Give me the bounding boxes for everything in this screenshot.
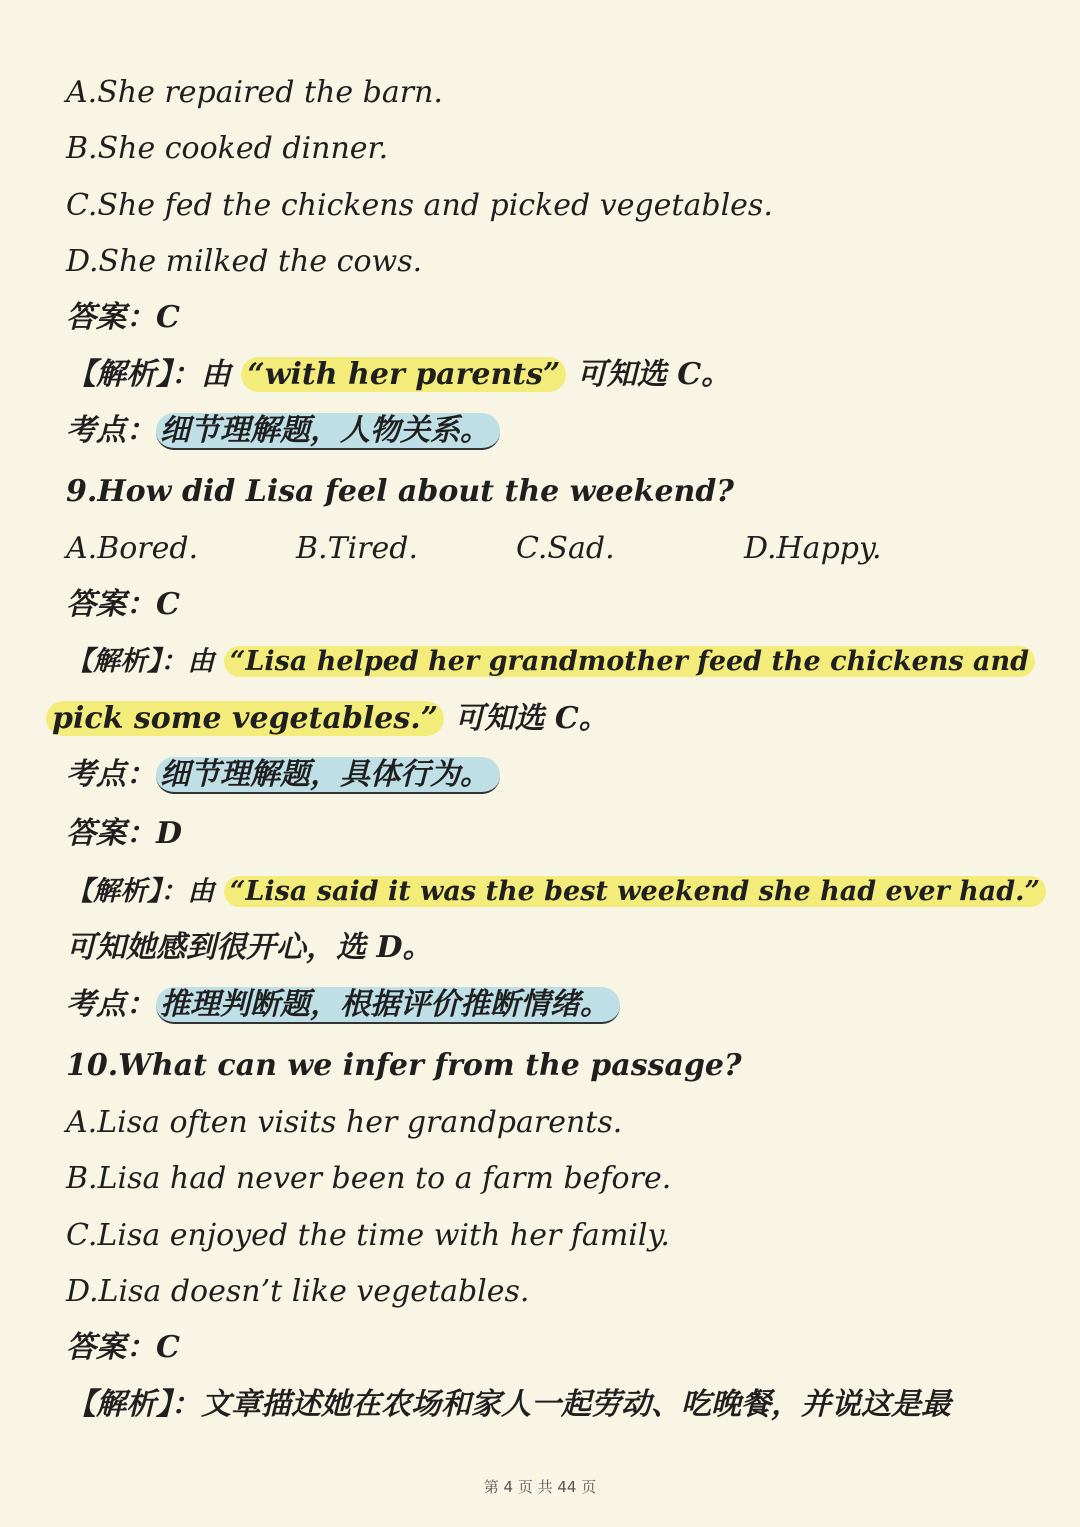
- q9b-analysis-line2: 可知她感到很开心，选 D。: [66, 930, 433, 965]
- q8-option-c: C.She fed the chickens and picked vegetables.: [66, 188, 773, 223]
- analysis-suffix: 可知选 C。: [576, 357, 732, 392]
- q8-answer: 答案：C: [66, 300, 180, 335]
- q9b-answer: 答案：D: [66, 816, 183, 851]
- highlighted-point: 推理判断题，根据评价推断情绪。: [156, 987, 620, 1024]
- q10-question: 10.What can we infer from the passage?: [66, 1048, 742, 1083]
- q9b-point: [66, 985, 620, 1025]
- q10-analysis: 【解析】：文章描述她在农场和家人一起劳动、吃晚餐，并说这是最: [66, 1387, 951, 1422]
- q9-analysis-line1: [66, 642, 1035, 682]
- q10-option-b: B.Lisa had never been to a farm before.: [66, 1161, 672, 1196]
- q10-option-a: A.Lisa often visits her grandparents.: [66, 1105, 623, 1140]
- q8-option-b: B.She cooked dinner.: [66, 131, 389, 166]
- q8-option-d: D.She milked the cows.: [66, 244, 423, 279]
- q9b-analysis: [66, 872, 1046, 912]
- q8-point: [66, 411, 500, 451]
- q9-analysis-line2: [46, 699, 609, 739]
- highlighted-quote: “Lisa helped her grandmother feed the chickens and: [224, 646, 1035, 677]
- q10-option-d: D.Lisa doesn’t like vegetables.: [66, 1274, 530, 1309]
- q9-option-d: D.Happy.: [744, 531, 882, 566]
- q10-answer: 答案：C: [66, 1330, 180, 1365]
- highlighted-quote: “Lisa said it was the best weekend she had ever had.”: [224, 876, 1046, 907]
- q9-question: 9.How did Lisa feel about the weekend?: [66, 474, 734, 509]
- analysis-prefix: 【解析】：由: [66, 357, 231, 392]
- q9-answer: 答案：C: [66, 587, 180, 622]
- q8-analysis: [66, 355, 731, 395]
- page-footer: 第 4 页 共 44 页: [483, 1478, 597, 1496]
- point-prefix: 考点：: [66, 757, 156, 792]
- q9-option-a: A.Bored.: [66, 531, 199, 566]
- q10-option-c: C.Lisa enjoyed the time with her family.: [66, 1218, 670, 1253]
- analysis-suffix: 可知选 C。: [454, 701, 609, 736]
- analysis-prefix: 【解析】：由: [66, 876, 215, 907]
- point-prefix: 考点：: [66, 987, 156, 1022]
- q9-option-b: B.Tired.: [296, 531, 419, 566]
- q9-point: [66, 755, 500, 795]
- analysis-prefix: 【解析】：由: [66, 646, 215, 677]
- highlighted-point: 细节理解题，人物关系。: [156, 413, 500, 450]
- q8-option-a: A.She repaired the barn.: [66, 75, 443, 110]
- point-prefix: 考点：: [66, 413, 156, 448]
- q9-option-c: C.Sad.: [516, 531, 615, 566]
- highlighted-point: 细节理解题，具体行为。: [156, 757, 500, 794]
- highlighted-quote: “with her parents”: [241, 357, 566, 392]
- highlighted-quote: pick some vegetables.”: [46, 701, 444, 736]
